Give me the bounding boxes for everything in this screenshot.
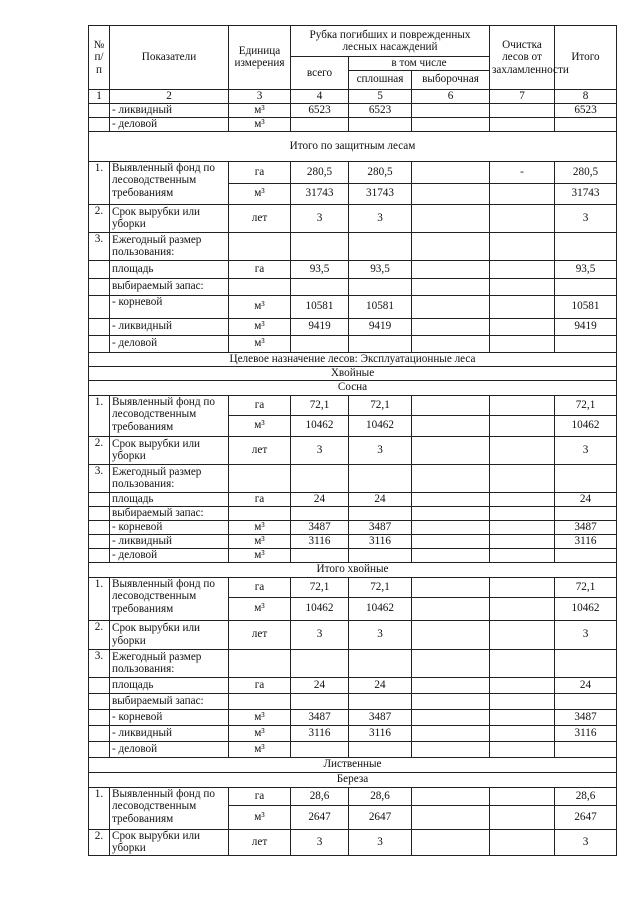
row-label: - корневой: [110, 520, 229, 534]
section-birch: Береза: [89, 772, 617, 787]
value-cell: 3116: [555, 534, 617, 548]
row-number: 1.: [89, 577, 110, 620]
value-cell: 3487: [291, 709, 349, 725]
value-cell: 3: [291, 829, 349, 855]
row-label: Ежегодный размер пользования:: [110, 464, 229, 492]
table-row: [89, 295, 617, 318]
header-sum: Итого: [555, 26, 617, 90]
value-cell: 10581: [555, 295, 617, 318]
unit-cell: га: [229, 577, 291, 597]
row-label: - деловой: [110, 548, 229, 562]
value-cell: 72,1: [291, 577, 349, 597]
section-deciduous: Лиственные: [89, 757, 617, 772]
value-cell: 3116: [349, 534, 412, 548]
value-cell: 2647: [291, 805, 349, 829]
row-label: - деловой: [110, 117, 229, 131]
value-cell: 31743: [349, 183, 412, 204]
colnum: 5: [349, 89, 412, 103]
value-cell: 24: [291, 492, 349, 506]
row-label: - деловой: [110, 741, 229, 757]
table-row: [89, 204, 617, 232]
value-cell: 2647: [555, 805, 617, 829]
value-cell: 10462: [349, 415, 412, 436]
value-cell: 3: [349, 204, 412, 232]
value-cell: 10581: [349, 295, 412, 318]
value-cell: 3: [291, 436, 349, 464]
row-label: - ликвидный: [110, 103, 229, 117]
value-cell: 93,5: [291, 260, 349, 278]
value-cell: 9419: [291, 318, 349, 335]
value-cell: 3: [349, 436, 412, 464]
value-cell: 10581: [291, 295, 349, 318]
value-cell: 10462: [555, 597, 617, 620]
value-cell: 3: [555, 436, 617, 464]
value-cell: 24: [555, 677, 617, 693]
colnum: 6: [412, 89, 490, 103]
value-cell: 72,1: [555, 577, 617, 597]
value-cell: 31743: [291, 183, 349, 204]
value-cell: 72,1: [555, 395, 617, 415]
row-number: 2.: [89, 436, 110, 464]
unit-cell: м³: [229, 548, 291, 562]
row-label: Ежегодный размер пользования:: [110, 649, 229, 677]
unit-cell: лет: [229, 620, 291, 649]
row-label: площадь: [110, 260, 229, 278]
forest-use-table: [88, 25, 617, 856]
unit-cell: м³: [229, 534, 291, 548]
value-cell: 3116: [291, 725, 349, 741]
unit-cell: м³: [229, 520, 291, 534]
value-cell: 3487: [555, 520, 617, 534]
unit-cell: м³: [229, 103, 291, 117]
value-cell: 31743: [555, 183, 617, 204]
unit-cell: м³: [229, 335, 291, 352]
row-label: Срок вырубки или уборки: [110, 620, 229, 649]
unit-cell: га: [229, 677, 291, 693]
value-cell: 24: [349, 677, 412, 693]
unit-cell: га: [229, 260, 291, 278]
table-row: [89, 693, 617, 709]
table-row: [89, 318, 617, 335]
table-row: [89, 577, 617, 597]
row-label: Срок вырубки или уборки: [110, 436, 229, 464]
value-cell: 10462: [291, 415, 349, 436]
header-indicators: Показатели: [110, 26, 229, 90]
value-cell: 9419: [555, 318, 617, 335]
row-number: 2.: [89, 829, 110, 855]
unit-cell: м³: [229, 725, 291, 741]
unit-cell: га: [229, 492, 291, 506]
section-purpose: Целевое назначение лесов: Эксплуатационные леса: [89, 352, 617, 366]
table-row: [89, 534, 617, 548]
row-label: - деловой: [110, 335, 229, 352]
section-conifers: Хвойные: [89, 366, 617, 380]
table-row: [89, 335, 617, 352]
table-row: [89, 506, 617, 520]
value-cell: 24: [291, 677, 349, 693]
value-cell: 72,1: [349, 395, 412, 415]
colnum: 4: [291, 89, 349, 103]
section-conifers-total: Итого хвойные: [89, 562, 617, 577]
colnum: 3: [229, 89, 291, 103]
value-cell: 10462: [291, 597, 349, 620]
value-cell: 6523: [291, 103, 349, 117]
value-cell: 3116: [349, 725, 412, 741]
row-label: Выявленный фонд по лесоводственным требованиям: [110, 787, 229, 829]
value-cell: -: [490, 161, 555, 183]
row-label: - ликвидный: [110, 725, 229, 741]
unit-cell: га: [229, 787, 291, 805]
row-number: 3.: [89, 649, 110, 677]
table-row: [89, 464, 617, 492]
colnum: 1: [89, 89, 110, 103]
row-number: 1.: [89, 161, 110, 204]
value-cell: 6523: [555, 103, 617, 117]
value-cell: 10462: [555, 415, 617, 436]
value-cell: 280,5: [555, 161, 617, 183]
row-label: Ежегодный размер пользования:: [110, 232, 229, 260]
table-row: [89, 103, 617, 117]
table-row: [89, 436, 617, 464]
header-total-felling: всего: [291, 57, 349, 90]
unit-cell: м³: [229, 415, 291, 436]
table-row: [89, 492, 617, 506]
section-protective-total: Итого по защитным лесам: [89, 131, 617, 161]
table-row: [89, 395, 617, 415]
row-label: выбираемый запас:: [110, 278, 229, 295]
table-row: [89, 620, 617, 649]
unit-cell: лет: [229, 829, 291, 855]
row-number: 2.: [89, 204, 110, 232]
value-cell: 3: [349, 620, 412, 649]
unit-cell: м³: [229, 805, 291, 829]
table-row: [89, 649, 617, 677]
value-cell: 3: [291, 204, 349, 232]
value-cell: 24: [555, 492, 617, 506]
header-in-that-number: в том числе: [349, 57, 490, 71]
row-label: - ликвидный: [110, 318, 229, 335]
row-label: выбираемый запас:: [110, 506, 229, 520]
unit-cell: лет: [229, 204, 291, 232]
unit-cell: га: [229, 161, 291, 183]
value-cell: 6523: [349, 103, 412, 117]
row-label: Выявленный фонд по лесоводственным требованиям: [110, 395, 229, 436]
table-row: [89, 725, 617, 741]
row-number: 1.: [89, 787, 110, 829]
table-row: [89, 829, 617, 855]
value-cell: 3: [349, 829, 412, 855]
row-number: 3.: [89, 232, 110, 260]
value-cell: 28,6: [291, 787, 349, 805]
row-label: площадь: [110, 677, 229, 693]
row-number: 2.: [89, 620, 110, 649]
value-cell: 3: [291, 620, 349, 649]
header-cleaning: Очистка лесов от захламленности: [490, 26, 555, 90]
row-label: выбираемый запас:: [110, 693, 229, 709]
value-cell: 3487: [349, 520, 412, 534]
table-row: [89, 548, 617, 562]
colnum: 8: [555, 89, 617, 103]
value-cell: 93,5: [349, 260, 412, 278]
unit-cell: м³: [229, 597, 291, 620]
row-label: Выявленный фонд по лесоводственным требованиям: [110, 161, 229, 204]
unit-cell: лет: [229, 436, 291, 464]
row-number: 3.: [89, 464, 110, 492]
value-cell: 3116: [291, 534, 349, 548]
table-row: [89, 278, 617, 295]
table-row: [89, 677, 617, 693]
table-row: [89, 709, 617, 725]
header-num: № п/ п: [89, 26, 110, 90]
table-row: [89, 787, 617, 805]
value-cell: 3487: [555, 709, 617, 725]
row-label: площадь: [110, 492, 229, 506]
value-cell: 72,1: [291, 395, 349, 415]
header-selective: выборочная: [412, 70, 490, 89]
unit-cell: м³: [229, 318, 291, 335]
value-cell: 28,6: [349, 787, 412, 805]
header-felling-group: Рубка погибших и поврежденных лесных насаждений: [291, 26, 490, 57]
unit-cell: м³: [229, 741, 291, 757]
table-row: [89, 117, 617, 131]
value-cell: 24: [349, 492, 412, 506]
unit-cell: м³: [229, 295, 291, 318]
value-cell: 10462: [349, 597, 412, 620]
value-cell: 28,6: [555, 787, 617, 805]
unit-cell: га: [229, 395, 291, 415]
row-number: 1.: [89, 395, 110, 436]
table-row: [89, 741, 617, 757]
row-label: Срок вырубки или уборки: [110, 829, 229, 855]
table-row: [89, 232, 617, 260]
value-cell: 3: [555, 204, 617, 232]
header-clear: сплошная: [349, 70, 412, 89]
unit-cell: м³: [229, 709, 291, 725]
unit-cell: м³: [229, 183, 291, 204]
value-cell: 3116: [555, 725, 617, 741]
value-cell: 3487: [291, 520, 349, 534]
value-cell: 3: [555, 620, 617, 649]
row-label: Срок вырубки или уборки: [110, 204, 229, 232]
header-unit: Единица измерения: [229, 26, 291, 90]
row-label: - корневой: [110, 709, 229, 725]
row-label: - корневой: [110, 295, 229, 318]
value-cell: 9419: [349, 318, 412, 335]
table-row: [89, 260, 617, 278]
table-row: [89, 161, 617, 183]
colnum: 2: [110, 89, 229, 103]
table-row: [89, 520, 617, 534]
value-cell: 72,1: [349, 577, 412, 597]
value-cell: 93,5: [555, 260, 617, 278]
column-numbers-row: [89, 89, 617, 103]
value-cell: 280,5: [291, 161, 349, 183]
value-cell: 3: [555, 829, 617, 855]
unit-cell: м³: [229, 117, 291, 131]
value-cell: 2647: [349, 805, 412, 829]
colnum: 7: [490, 89, 555, 103]
value-cell: 280,5: [349, 161, 412, 183]
value-cell: 3487: [349, 709, 412, 725]
row-label: - ликвидный: [110, 534, 229, 548]
section-pine: Сосна: [89, 380, 617, 395]
row-label: Выявленный фонд по лесоводственным требованиям: [110, 577, 229, 620]
